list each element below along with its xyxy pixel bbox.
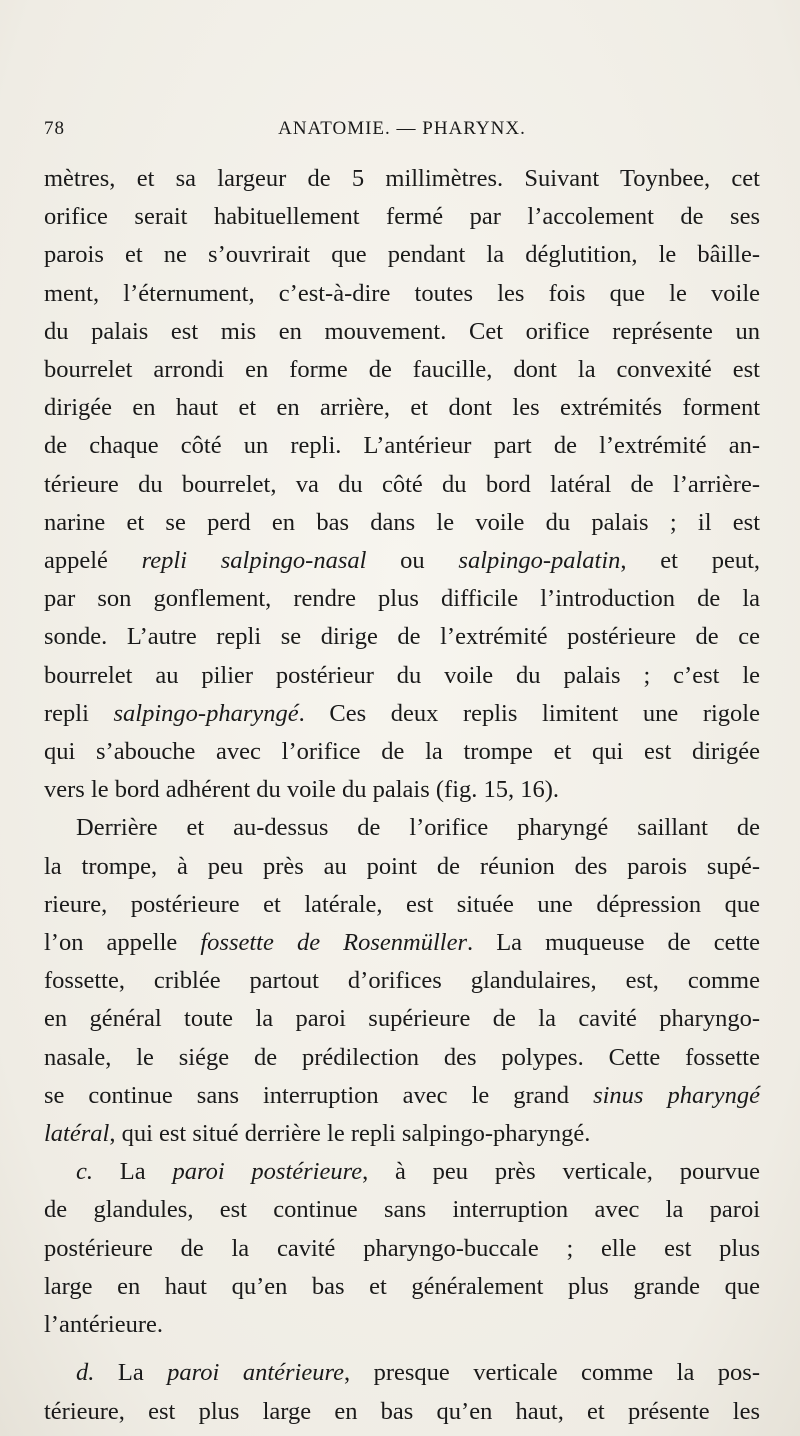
- text-line: [44, 618, 760, 656]
- italic-text: d.: [76, 1359, 95, 1387]
- text-run: , presque verticale comme la pos-: [343, 1359, 760, 1387]
- text-line: [44, 313, 760, 351]
- italic-text: paroi postérieure: [172, 1158, 363, 1186]
- body-text: [44, 160, 760, 1431]
- text-run: en général toute la paroi supérieure de la cavité pharyngo-: [44, 1005, 760, 1033]
- text-run: bourrelet arrondi en forme de faucille, dont la convexité est: [44, 356, 760, 384]
- italic-text: sinus pharyngé: [593, 1081, 760, 1109]
- text-run: parois et ne s’ouvrirait que pendant la déglutition, le bâille-: [44, 241, 760, 269]
- running-title: ANATOMIE. — PHARYNX.: [278, 118, 526, 139]
- text-run: par son gonflement, rendre plus difficile l’introduction de la: [44, 585, 760, 613]
- text-line: [44, 351, 760, 389]
- text-run: large en haut qu’en bas et généralement plus grande que: [44, 1272, 760, 1300]
- text-run: du palais est mis en mouvement. Cet orifice représente un: [44, 317, 760, 345]
- text-run: rieure, postérieure et latérale, est située une dépression que: [44, 890, 760, 918]
- text-run: qui s’abouche avec l’orifice de la trompe et qui est dirigée: [44, 738, 760, 766]
- text-line: [44, 771, 760, 809]
- text-line: [44, 924, 760, 962]
- text-line: [44, 160, 760, 198]
- text-run: , et peut,: [620, 547, 760, 575]
- text-line: [44, 236, 760, 274]
- text-run: vers le bord adhérent du voile du palais (fig. 15, 16).: [44, 776, 560, 804]
- text-run: térieure, est plus large en bas qu’en haut, et présente les: [44, 1397, 760, 1425]
- text-line: [44, 1191, 760, 1229]
- text-line: [44, 809, 760, 847]
- italic-text: salpingo-pharyngé: [113, 699, 299, 727]
- text-line: [44, 1039, 760, 1077]
- text-run: . La muqueuse de cette: [467, 929, 761, 957]
- text-line: [44, 657, 760, 695]
- text-run: , qui est situé derrière le repli salpingo-pharyngé.: [109, 1120, 591, 1148]
- text-line: [44, 1153, 760, 1191]
- page-number: 78: [44, 118, 65, 139]
- text-run: repli: [44, 699, 114, 727]
- text-run: térieure du bourrelet, va du côté du bord latéral de l’arrière-: [44, 470, 760, 498]
- text-line: [44, 1354, 760, 1392]
- italic-text: repli salpingo-nasal: [141, 547, 367, 575]
- text-run: . Ces deux replis limitent une rigole: [298, 699, 760, 727]
- text-line: [44, 389, 760, 427]
- paragraph: [44, 1153, 760, 1344]
- text-line: [44, 962, 760, 1000]
- text-run: fossette, criblée partout d’orifices glandulaires, est, comme: [44, 967, 760, 995]
- text-line: [44, 198, 760, 236]
- text-run: mètres, et sa largeur de 5 millimètres. Suivant Toynbee, cet: [44, 165, 760, 192]
- text-line: [44, 275, 760, 313]
- text-run: ment, l’éternument, c’est-à-dire toutes les fois que le voile: [44, 279, 760, 307]
- text-line: [44, 542, 760, 580]
- text-run: la trompe, à peu près au point de réunion des parois supé-: [44, 852, 760, 880]
- text-run: La: [94, 1359, 168, 1387]
- text-line: [44, 1393, 760, 1431]
- text-run: appelé: [44, 547, 142, 575]
- text-line: [44, 580, 760, 618]
- text-run: dirigée en haut et en arrière, et dont les extrémités forment: [44, 394, 760, 422]
- italic-text: salpingo-palatin: [458, 547, 621, 575]
- text-run: nasale, le siége de prédilection des polypes. Cette fossette: [44, 1043, 760, 1071]
- text-run: orifice serait habituellement fermé par l’accolement de ses: [44, 203, 760, 231]
- text-run: se continue sans interruption avec le grand: [44, 1081, 594, 1109]
- text-run: Derrière et au-dessus de l’orifice pharyngé saillant de: [76, 814, 760, 842]
- text-run: l’antérieure.: [44, 1311, 164, 1339]
- text-run: de glandules, est continue sans interruption avec la paroi: [44, 1196, 760, 1224]
- text-run: bourrelet au pilier postérieur du voile du palais ; c’est le: [44, 661, 760, 689]
- text-line: [44, 427, 760, 465]
- text-line: [44, 733, 760, 771]
- text-line: [44, 886, 760, 924]
- italic-text: latéral: [44, 1120, 110, 1148]
- text-line: [44, 848, 760, 886]
- text-run: de chaque côté un repli. L’antérieur part de l’extrémité an-: [44, 432, 760, 460]
- text-run: l’on appelle: [44, 929, 201, 957]
- text-run: , à peu près verticale, pourvue: [362, 1158, 760, 1186]
- paragraph: [44, 809, 760, 1153]
- text-line: [44, 1115, 760, 1153]
- text-run: La: [93, 1158, 173, 1186]
- text-line: [44, 504, 760, 542]
- italic-text: fossette de Rosenmüller: [200, 929, 467, 957]
- text-line: [44, 1077, 760, 1115]
- text-line: [44, 695, 760, 733]
- text-run: ou: [366, 547, 459, 575]
- text-line: [44, 466, 760, 504]
- running-head: [44, 118, 760, 148]
- text-run: sonde. L’autre repli se dirige de l’extrémité postérieure de ce: [44, 623, 760, 651]
- paragraph: [44, 1354, 760, 1430]
- paragraph: [44, 160, 760, 809]
- text-run: narine et se perd en bas dans le voile du palais ; il est: [44, 508, 760, 536]
- text-line: [44, 1268, 760, 1306]
- text-run: postérieure de la cavité pharyngo-buccale ; elle est plus: [44, 1234, 760, 1262]
- text-line: [44, 1306, 760, 1344]
- text-line: [44, 1230, 760, 1268]
- italic-text: paroi antérieure: [167, 1359, 344, 1387]
- text-line: [44, 1000, 760, 1038]
- italic-text: c.: [76, 1158, 93, 1186]
